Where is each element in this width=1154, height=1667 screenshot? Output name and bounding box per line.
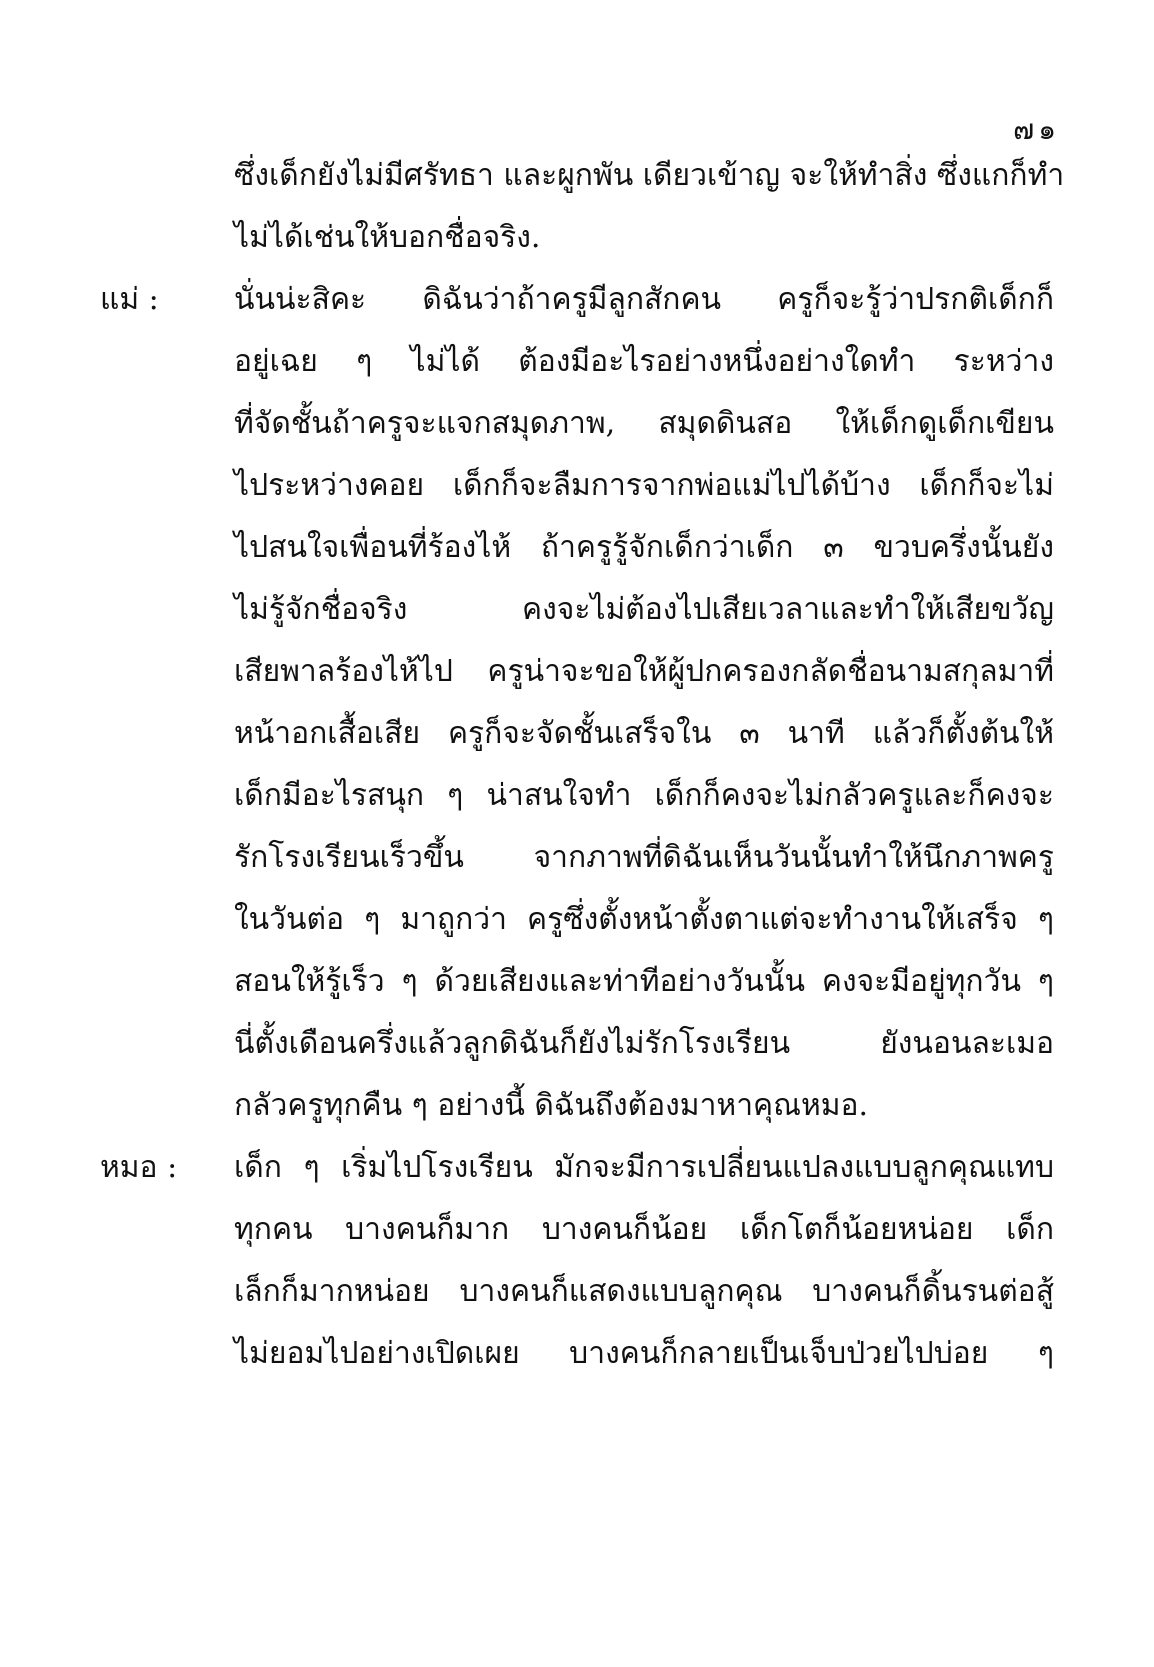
text-line: อยู่เฉย ๆ ไม่ได้ ต้องมีอะไรอย่างหนึ่งอย่างใดทำ ระหว่าง	[234, 344, 1054, 379]
text-line: ไปสนใจเพื่อนที่ร้องไห้ ถ้าครูรู้จักเด็กว่าเด็ก ๓ ขวบครึ่งนั้นยัง	[234, 530, 1054, 565]
text-line: ไม่รู้จักชื่อจริง คงจะไม่ต้องไปเสียเวลาและทำให้เสียขวัญ	[234, 592, 1054, 627]
text-line: ไประหว่างคอย เด็กก็จะลืมการจากพ่อแม่ไปได้บ้าง เด็กก็จะไม่	[234, 468, 1054, 503]
text-line: กลัวครูทุกคืน ๆ อย่างนี้ ดิฉันถึงต้องมาหาคุณหมอ.	[234, 1088, 869, 1123]
text-line: ไม่ได้เช่นให้บอกชื่อจริง.	[234, 220, 541, 255]
text-line: ที่จัดชั้นถ้าครูจะแจกสมุดภาพ, สมุดดินสอ ให้เด็กดูเด็กเขียน	[234, 406, 1054, 441]
text-line: สอนให้รู้เร็ว ๆ ด้วยเสียงและท่าทีอย่างวันนั้น คงจะมีอยู่ทุกวัน ๆ	[234, 964, 1054, 999]
text-line: นี่ตั้งเดือนครึ่งแล้วลูกดิฉันก็ยังไม่รักโรงเรียน ยังนอนละเมอ	[234, 1026, 1054, 1061]
text-line: หน้าอกเสื้อเสีย ครูก็จะจัดชั้นเสร็จใน ๓ นาที แล้วก็ตั้งต้นให้	[234, 716, 1054, 751]
text-line: รักโรงเรียนเร็วขึ้น จากภาพที่ดิฉันเห็นวันนั้นทำให้นึกภาพครู	[234, 840, 1054, 875]
text-line: นั่นน่ะสิคะ ดิฉันว่าถ้าครูมีลูกสักคน ครูก็จะรู้ว่าปรกติเด็กก็	[234, 282, 1054, 317]
text-line: ในวันต่อ ๆ มาถูกว่า ครูซึ่งตั้งหน้าตั้งตาแต่จะทำงานให้เสร็จ ๆ	[234, 902, 1054, 937]
text-line: เล็กก็มากหน่อย บางคนก็แสดงแบบลูกคุณ บางคนก็ดิ้นรนต่อสู้	[234, 1274, 1054, 1309]
speaker-label-doctor: หมอ :	[100, 1150, 178, 1185]
text-line: ไม่ยอมไปอย่างเปิดเผย บางคนก็กลายเป็นเจ็บป่วยไปบ่อย ๆ	[234, 1336, 1054, 1371]
speaker-label-mother: แม่ :	[100, 282, 159, 317]
text-line: ทุกคน บางคนก็มาก บางคนก็น้อย เด็กโตก็น้อยหน่อย เด็ก	[234, 1212, 1054, 1247]
text-line: ซึ่งเด็กยังไม่มีศรัทธา และผูกพัน เดียวเข้าญ จะให้ทำสิ่ง ซึ่งแกก็ทำ	[234, 158, 1065, 193]
page-number: ๗๑	[1013, 113, 1060, 146]
text-line: เสียพาลร้องไห้ไป ครูน่าจะขอให้ผู้ปกครองกลัดชื่อนามสกุลมาที่	[234, 654, 1054, 689]
text-line: เด็กมีอะไรสนุก ๆ น่าสนใจทำ เด็กก็คงจะไม่กลัวครูและก็คงจะ	[234, 778, 1054, 813]
text-line: เด็ก ๆ เริ่มไปโรงเรียน มักจะมีการเปลี่ยนแปลงแบบลูกคุณแทบ	[234, 1150, 1054, 1185]
